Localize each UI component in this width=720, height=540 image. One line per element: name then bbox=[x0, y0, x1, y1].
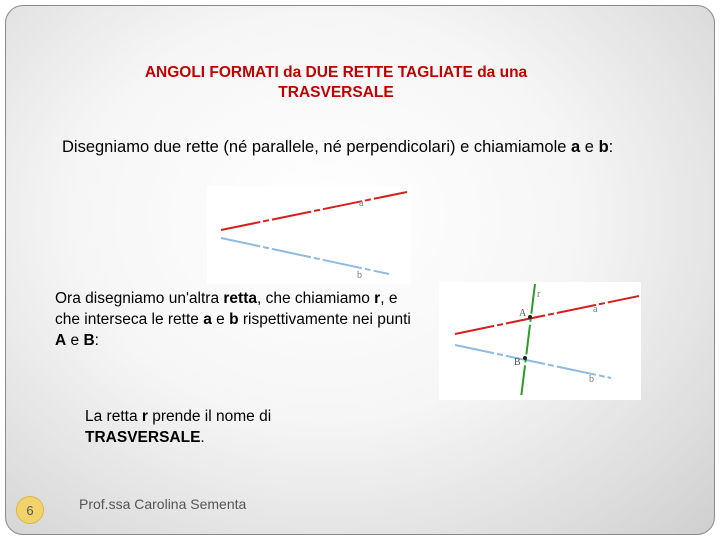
title-line-1: ANGOLI FORMATI da DUE RETTE TAGLIATE da una bbox=[144, 64, 528, 81]
p3-part2: prende il nome di bbox=[147, 408, 272, 425]
page-number-badge: 6 bbox=[16, 496, 44, 524]
p2-part6: e bbox=[66, 332, 84, 349]
intro-a: a bbox=[571, 138, 581, 156]
p2-r: r bbox=[374, 290, 381, 307]
p3-part3: . bbox=[200, 429, 205, 446]
slide bbox=[5, 5, 715, 535]
author-footer: Prof.ssa Carolina Sementa bbox=[79, 496, 247, 512]
line-a bbox=[221, 192, 407, 230]
label-A: A bbox=[519, 308, 527, 319]
p2-a: a bbox=[203, 311, 212, 328]
p2-part4: e bbox=[211, 311, 230, 328]
label-r: r bbox=[537, 289, 541, 300]
intro-b: b bbox=[598, 138, 609, 156]
p2-part2: , che chiamiamo bbox=[257, 290, 375, 307]
intro-e: e bbox=[580, 138, 599, 156]
p3-trasversale: TRASVERSALE bbox=[85, 429, 201, 446]
p2-A: A bbox=[55, 332, 67, 349]
line-b bbox=[221, 238, 389, 274]
intro-text bbox=[62, 138, 702, 157]
figure-two-lines bbox=[207, 186, 411, 284]
label-a: a bbox=[359, 198, 364, 209]
title-line-2: TRASVERSALE bbox=[278, 84, 394, 101]
paragraph-transversal bbox=[55, 288, 415, 351]
slide-title bbox=[96, 63, 576, 103]
line-b bbox=[455, 345, 611, 378]
figure-transversal bbox=[439, 282, 641, 400]
label-b: b bbox=[357, 270, 362, 281]
p2-b: b bbox=[229, 311, 239, 328]
paragraph-definition bbox=[85, 406, 325, 448]
p2-B: B bbox=[83, 332, 95, 349]
p2-part3: , e che interseca le rette bbox=[55, 290, 398, 328]
p3-part1: La retta bbox=[85, 408, 142, 425]
p2-retta: retta bbox=[223, 290, 257, 307]
label-a: a bbox=[593, 304, 598, 315]
point-A bbox=[528, 315, 532, 319]
label-b: b bbox=[589, 374, 594, 385]
label-B: B bbox=[514, 357, 521, 368]
intro-sentence: Disegniamo due rette (né parallele, né perpendicolari) e chiamiamole bbox=[62, 138, 572, 156]
intro-colon: : bbox=[608, 138, 614, 156]
p2-part5: rispettivamente nei punti bbox=[238, 311, 411, 328]
line-r bbox=[521, 284, 535, 398]
line-a bbox=[455, 296, 639, 334]
p3-r: r bbox=[141, 408, 148, 425]
p2-part7: : bbox=[94, 332, 99, 349]
point-B bbox=[523, 356, 527, 360]
p2-part1: Ora disegniamo un'altra bbox=[55, 290, 224, 307]
